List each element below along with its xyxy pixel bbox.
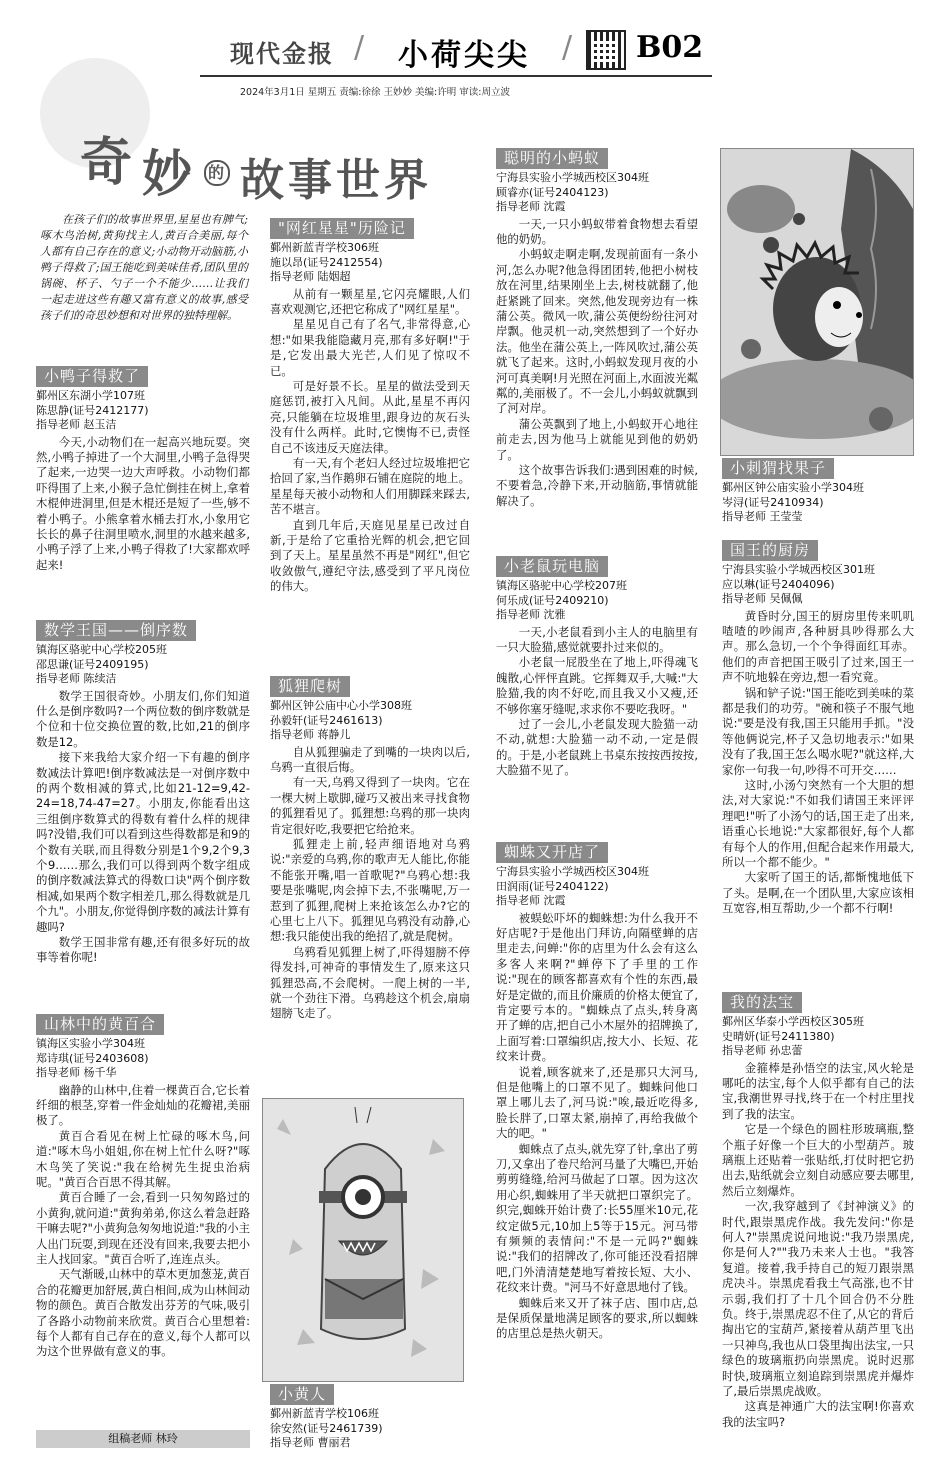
story-school: 镇海区骆驼中心学校205班: [36, 643, 167, 656]
editor-credit: 组稿老师 林玲: [36, 1430, 250, 1448]
story-teacher: 指导老师 沈雅: [496, 608, 566, 621]
story-paragraph: 星星见自己有了名气,非常得意,心想:"如果我能隐藏月亮,那有多好啊!"于是,它发出最大光芒,人们见了惊叹不已。: [270, 317, 470, 378]
story-school: 宁海县实验小学城西校区304班: [496, 865, 649, 878]
hedgehog-drawing: [720, 148, 914, 456]
title-char: 界: [384, 155, 430, 206]
story-author: 孙毅轩(证号2461613): [270, 713, 383, 727]
story-paragraph: 金箍棒是孙悟空的法宝,风火轮是哪吒的法宝,每个人似乎都有自己的法宝,我潮世界寻找,终于在一个村庄里找到了我的法宝。: [722, 1060, 914, 1121]
story-paragraph: 直到几年后,天庭见星星已改过自新,于是给了它重拾光辉的机会,把它回到了天上。星星虽然不再是"网红",但它收敛傲气,遵纪守法,感受到了平凡岗位的伟大。: [270, 517, 470, 594]
story-title: 小黄人: [270, 1384, 334, 1405]
story-hedgehog-credit: [722, 458, 914, 527]
story-paragraph: 过了一会儿,小老鼠发现大脸猫一动不动,就想:大脸猫一动不动,一定是假的。于是,小老鼠跳上书桌东按按西按按,大脸猫不见了。: [496, 716, 698, 778]
story-school: 鄞州区华泰小学西校区305班: [722, 1015, 864, 1028]
story-title: 小老鼠玩电脑: [496, 556, 608, 577]
story-paragraph: 黄百合看见在树上忙碌的啄木鸟,问道:"啄木鸟小姐姐,你在树上忙什么呀?"啄木鸟笑了笑说:"我在给树先生捉虫治病呢。"黄百合百思不得其解。: [36, 1128, 250, 1189]
story-fox: [270, 676, 470, 1022]
story-paragraph: 一天,小老鼠看到小主人的电脑里有一只大脸猫,感觉就要扑过来似的。: [496, 624, 698, 654]
story-author: 史晴妍(证号2411380): [722, 1029, 835, 1043]
story-paragraph: 有一天,乌鸦又得到了一块肉。它在一棵大树上歇脚,碰巧又被出来寻找食物的狐狸看见了。狐狸想:乌鸦的那一块肉肯定很好吃,我要把它给抢来。: [270, 775, 470, 836]
header-rule: [200, 75, 712, 77]
story-title: "网红星星"历险记: [270, 218, 414, 239]
story-author: 何乐成(证号2409210): [496, 593, 609, 607]
story-duckling: [36, 366, 250, 573]
title-char: 故: [240, 155, 286, 206]
story-paragraph: 蜘蛛后来又开了袜子店、围巾店,总是保质保量地满足顾客的要求,所以蜘蛛的店里总是热火朝天。: [496, 1295, 698, 1341]
story-paragraph: 黄百合睡了一会,看到一只匆匆路过的小黄狗,就问道:"黄狗弟弟,你这么着急赶路干嘛去呢?"小黄狗急匆匆地说道:"我的小主人出门玩耍,到现在还没有回来,我要去把小主人找回家。"黄百合听了,连连点头。: [36, 1190, 251, 1266]
story-title: 小刺猬找果子: [722, 458, 834, 479]
story-school: 宁海县实验小学城西校区301班: [722, 563, 875, 576]
story-title: 狐狸爬树: [270, 676, 350, 697]
section-name: 小荷尖尖: [398, 38, 530, 73]
story-paragraph: 被蜈蚣吓坏的蜘蛛想:为什么我开不好店呢?于是他出门拜访,向隔壁蝉的店里走去,问蝉:"你的店里为什么会有这么多客人来啊?"蝉停下了手里的工作说:"现在的顾客都喜欢有个性的东西,最好是定做的,而且价廉质的价格太便宜了,肯定要亏本的。"蜘蛛点了点头,转身离开了蝉的店,把自己小木屋外的招牌换了,上面写着:口罩编织店,按大小、长短、花纹来计费。: [496, 910, 698, 1064]
story-title: 聪明的小蚂蚁: [496, 148, 608, 169]
story-school: 镇海区骆驼中心学校207班: [496, 579, 627, 592]
story-paragraph: 蜘蛛点了点头,就先穿了针,拿出了剪刀,又拿出了卷尺给河马量了大嘴巴,开始剪剪缝缝,给河马做起了口罩。因为这次用心织,蜘蛛用了半天就把口罩织完了。织完,蜘蛛开始计费了:长55厘米10元,花纹定做5元,10加上5等于15元。河马带有频频的表情问:"不是一元吗?"蜘蛛说:"我们的招牌改了,你可能还没看招牌吧,门外清清楚楚地写着按长短、大小、花纹来计费。"河马不好意思地付了钱。: [496, 1141, 698, 1295]
slash-divider: /: [562, 30, 573, 65]
paper-name: 现代金报: [230, 39, 334, 68]
story-author: 徐安然(证号2461739): [270, 1421, 383, 1435]
story-paragraph: 今天,小动物们在一起高兴地玩耍。突然,小鸭子掉进了一个大洞里,小鸭子急得哭了起来,一边哭一边大声呼救。小动物们都吓得围了上来,小猴子急忙倒挂在树上,拿着木棍伸进洞里,但是木棍还是短了一些,够不着小鸭子。小熊拿着水桶去打水,小象用它长长的鼻子往洞里喷水,洞里的水越来越多,小鸭子浮了上来,小鸭子得救了!大家都欢呼起来!: [36, 434, 250, 572]
story-teacher: 指导老师 孙忠蕾: [722, 1044, 803, 1057]
story-school: 宁海县实验小学城西校区304班: [496, 171, 649, 184]
story-title: 我的法宝: [722, 992, 802, 1013]
hedgehog-illustration: [721, 149, 913, 455]
story-paragraph: 数学王国很奇妙。小朋友们,你们知道什么是倒序数吗?一个两位数的倒序数就是个位和十位交换位置的数,比如,21的倒序数是12。: [36, 688, 250, 749]
story-teacher: 指导老师 曹丽君: [270, 1436, 351, 1449]
story-paragraph: 这真是神通广大的法宝啊!你喜欢我的法宝吗?: [722, 1399, 914, 1429]
story-paragraph: 可是好景不长。星星的做法受到天庭惩罚,被打入凡间。从此,星星不再闪亮,只能躺在垃圾堆里,跟身边的灰石头没有什么两样。此时,它懊悔不已,责怪自己不该违反天庭法律。: [270, 378, 470, 455]
story-math-kingdom: [36, 620, 250, 966]
title-char: 妙: [142, 144, 194, 203]
story-author: 郑诗琪(证号2403608): [36, 1051, 149, 1065]
story-school: 鄞州新蓝青学校306班: [270, 241, 379, 254]
story-author: 岑浔(证号2410934): [722, 495, 824, 509]
title-char: 的: [204, 160, 230, 186]
intro-text: [40, 212, 248, 324]
story-teacher: 指导老师 沈霞: [496, 894, 566, 907]
story-author: 田润雨(证号2404122): [496, 879, 609, 893]
story-title: 数学王国——倒序数: [36, 620, 196, 641]
story-paragraph: 黄昏时分,国王的厨房里传来叽叽喳喳的吵闹声,各种厨具吵得那么大声。那么急切,一个个争得面红耳赤。他们的声音把国王吸引了过来,国王一声不吭地躲在旁边,想一看究竟。: [722, 608, 914, 685]
story-title: 蜘蛛又开店了: [496, 842, 608, 863]
story-teacher: 指导老师 沈霞: [496, 200, 566, 213]
feature-title: [70, 120, 450, 206]
title-char: 事: [288, 155, 334, 206]
story-author: 邵思谦(证号2409195): [36, 657, 149, 671]
story-star: [270, 218, 470, 595]
story-mouse: [496, 556, 698, 779]
slash-divider: /: [354, 30, 365, 65]
story-paragraph: 自从狐狸骗走了到嘴的一块肉以后,乌鸦一直很后悔。: [270, 744, 470, 774]
story-school: 镇海区实验小学304班: [36, 1037, 145, 1050]
story-title: 国王的厨房: [722, 540, 818, 561]
page-code: B02: [636, 30, 704, 65]
minion-drawing: [262, 1098, 464, 1382]
story-paragraph: 一次,我穿越到了《封神演义》的时代,跟崇黑虎作战。我先发问:"你是何人?"崇黑虎说问地说:"我乃崇黑虎,你是何人?""我乃未来人士也。"我答复道。接着,我手持自己的短刀跟崇黑虎决斗。崇黑虎看我土气高涨,也不甘示弱,我们打了十几个回合仍不分胜负。终于,崇黑虎忍不住了,从它的背后掏出它的宝葫芦,紧接着从葫芦里飞出一只神鸟,我也从口袋里掏出法宝,一只绿色的玻璃瓶扔向崇黑虎。说时迟那时快,玻璃瓶立刻追踪到崇黑虎并爆炸了,最后崇黑虎战败。: [722, 1199, 914, 1399]
story-paragraph: 狐狸走上前,轻声细语地对乌鸦说:"亲爱的乌鸦,你的歌声无人能比,你能不能张开嘴,唱一首歌呢?"乌鸦心想:我要是张嘴呢,肉会掉下去,不张嘴呢,万一惹到了狐狸,爬树上来抢该怎么办?它的心里七上八下。狐狸见乌鸦没有动静,心想:我只能使出我的绝招了,就是爬树。: [270, 836, 470, 944]
story-paragraph: 乌鸦看见狐狸上树了,吓得翅膀不停得发抖,可神奇的事情发生了,原来这只狐狸恐高,不会爬树。一爬上树的一半,就一个劲往下滑。乌鸦趁这个机会,扇扇翅膀飞走了。: [270, 944, 470, 1021]
story-teacher: 指导老师 杨千华: [36, 1066, 117, 1079]
story-teacher: 指导老师 王莹莹: [722, 510, 803, 523]
story-school: 鄞州新蓝青学校106班: [270, 1407, 379, 1420]
story-ant: [496, 148, 698, 509]
story-school: 鄞州区钟公庙中心小学308班: [270, 699, 412, 712]
story-paragraph: 这时,小汤勺突然有一个大胆的想法,对大家说:"不如我们请国王来评评理吧!"听了小汤勺的话,国王走了出来,语重心长地说:"大家都很好,每个人都有每个人的作用,但配合起来作用最大,所以一个都不能少。": [722, 777, 914, 869]
story-paragraph: 这个故事告诉我们:遇到困难的时候,不要着急,冷静下来,开动脑筋,事情就能解决了。: [496, 463, 698, 508]
minion-illustration: [263, 1099, 463, 1381]
title-char: 世: [336, 155, 382, 206]
story-author: 顾睿亦(证号2404123): [496, 185, 609, 199]
story-teacher: 指导老师 陈续洁: [36, 672, 117, 685]
qr-code-icon: [586, 30, 626, 70]
story-school: 鄞州区东湖小学107班: [36, 389, 145, 402]
story-teacher: 指导老师 吴佩佩: [722, 592, 803, 605]
story-spider: [496, 842, 698, 1342]
story-paragraph: 小蚂蚁走啊走啊,发现前面有一条小河,怎么办呢?他急得团团转,他把小树枝放在河里,结果刚坐上去,树枝就翻了,他赶紧跳了回来。突然,他发现旁边有一株蒲公英。微风一吹,蒲公英便纷纷往河对岸飘。他灵机一动,突然想到了一个好办法。他坐在蒲公英上,一阵风吹过,蒲公英就飞了起来。这时,小蚂蚁发现月夜的小河可真美啊!月光照在河面上,水面波光粼粼的,美丽极了。不一会儿,小蚂蚁就飘到了河对岸。: [496, 247, 698, 416]
title-char: 奇: [80, 132, 135, 193]
story-magic-treasure: [722, 992, 914, 1430]
dateline: 2024年3月1日 星期五 责编:徐徐 王妙妙 美编:许明 审读:周立波: [240, 87, 510, 98]
story-paragraph: 有一天,有个老妇人经过垃圾堆把它拾回了家,当作鹅卵石铺在庭院的地上。星星每天被小动物和人们用脚踩来踩去,苦不堪言。: [270, 455, 470, 517]
story-author: 施以昂(证号2412554): [270, 255, 383, 269]
story-paragraph: 数学王国非常有趣,还有很多好玩的故事等着你呢!: [36, 935, 250, 965]
story-kitchen: [722, 540, 914, 917]
story-paragraph: 小老鼠一屁股坐在了地上,吓得魂飞魄散,心怦怦直跳。它挥舞双手,大喊:"大脸猫,我的肉不好吃,而且我又小又瘦,还不够你塞牙缝呢,求求你不要吃我呀。": [496, 655, 698, 716]
story-paragraph: 蒲公英飘到了地上,小蚂蚁开心地往前走去,因为他马上就能见到他的奶奶了。: [496, 416, 698, 462]
story-author: 应以琳(证号2404096): [722, 577, 835, 591]
intro-paragraph: 在孩子们的故事世界里,星星也有脾气;啄木鸟治树,黄狗找主人,黄百合美丽,每个人都有自己存在的意义;小动物开动脑筋,小鸭子得救了;国王能吃到美味佳肴,团队里的锅碗、杯子、勺子一个不能少……让我们一起走进这些有趣又富有意义的故事,感受孩子们的奇思妙想和对世界的独特理解。: [40, 213, 248, 322]
story-paragraph: 它是一个绿色的圆柱形玻璃瓶,整个瓶子好像一个巨大的小型葫芦。玻璃瓶上还贴着一张贴纸,打仗时把它扔出去,贴纸就会立刻自动感应要去哪里,然后立刻爆炸。: [722, 1122, 914, 1198]
story-lily: [36, 1014, 250, 1360]
story-paragraph: 一天,一只小蚂蚁带着食物想去看望他的奶奶。: [496, 216, 698, 246]
story-title: 山林中的黄百合: [36, 1014, 164, 1035]
story-paragraph: 从前有一颗星星,它闪亮耀眼,人们喜欢观测它,还把它称成了"网红星星"。: [270, 286, 470, 316]
story-paragraph: 幽静的山林中,住着一棵黄百合,它长着纤细的根茎,穿着一件金灿灿的花瓣裙,美丽极了。: [36, 1082, 250, 1128]
story-minion-credit: [270, 1384, 460, 1453]
story-paragraph: 天气渐暖,山林中的草木更加葱茏,黄百合的花瓣更加舒展,黄白相间,成为山林间动物的颜色。黄百合散发出芬芳的气味,吸引了各路小动物前来欣赏。黄百合心里想着:每个人都有自己存在的意义,每个人都可以为这个世界做有意义的事。: [36, 1267, 250, 1359]
story-teacher: 指导老师 陆姻超: [270, 270, 351, 283]
story-author: 陈思静(证号2412177): [36, 403, 149, 417]
story-school: 鄞州区钟公庙实验小学304班: [722, 481, 864, 494]
story-paragraph: 说着,顾客就来了,还是那只大河马,但是他嘴上的口罩不见了。蜘蛛问他口罩上哪儿去了,河马说:"唉,最近吃得多,脸长胖了,口罩太紧,崩掉了,再给我做个大的吧。": [496, 1064, 698, 1141]
story-paragraph: 大家听了国王的话,都惭愧地低下了头。是啊,在一个团队里,大家应该相互宽容,相互帮助,少一个都不行啊!: [722, 870, 914, 916]
story-paragraph: 锅和铲子说:"国王能吃到美味的菜都是我们的功劳。"碗和筷子不服气地说:"要是没有我,国王只能用手抓。"没等他俩说完,杯子又急切地表示:"如果没有了我,国王怎么喝水呢?"就这样,大家你一句我一句,吵得不可开交……: [722, 685, 914, 777]
story-paragraph: 接下来我给大家介绍一下有趣的倒序数减法计算吧!倒序数减法是一对倒序数中的两个数相减的算式,比如21-12=9,42-24=18,74-47=27。小朋友,你能看出这三组倒序数算式的得数有着什么样的规律吗?没错,我们可以看到这些得数都是和9的个数有关联,而且得数分别是1个9,2个9,3个9……那么,我们可以得到两个数字组成的倒序数减法算式的得数口诀"两个倒序数相减,如果两个数字相差几,那么得数就是几个九"。小朋友,你觉得倒序数的减法计算有趣吗?: [36, 750, 250, 934]
story-title: 小鸭子得救了: [36, 366, 148, 387]
story-teacher: 指导老师 赵玉洁: [36, 418, 117, 431]
story-teacher: 指导老师 蒋静儿: [270, 728, 351, 741]
